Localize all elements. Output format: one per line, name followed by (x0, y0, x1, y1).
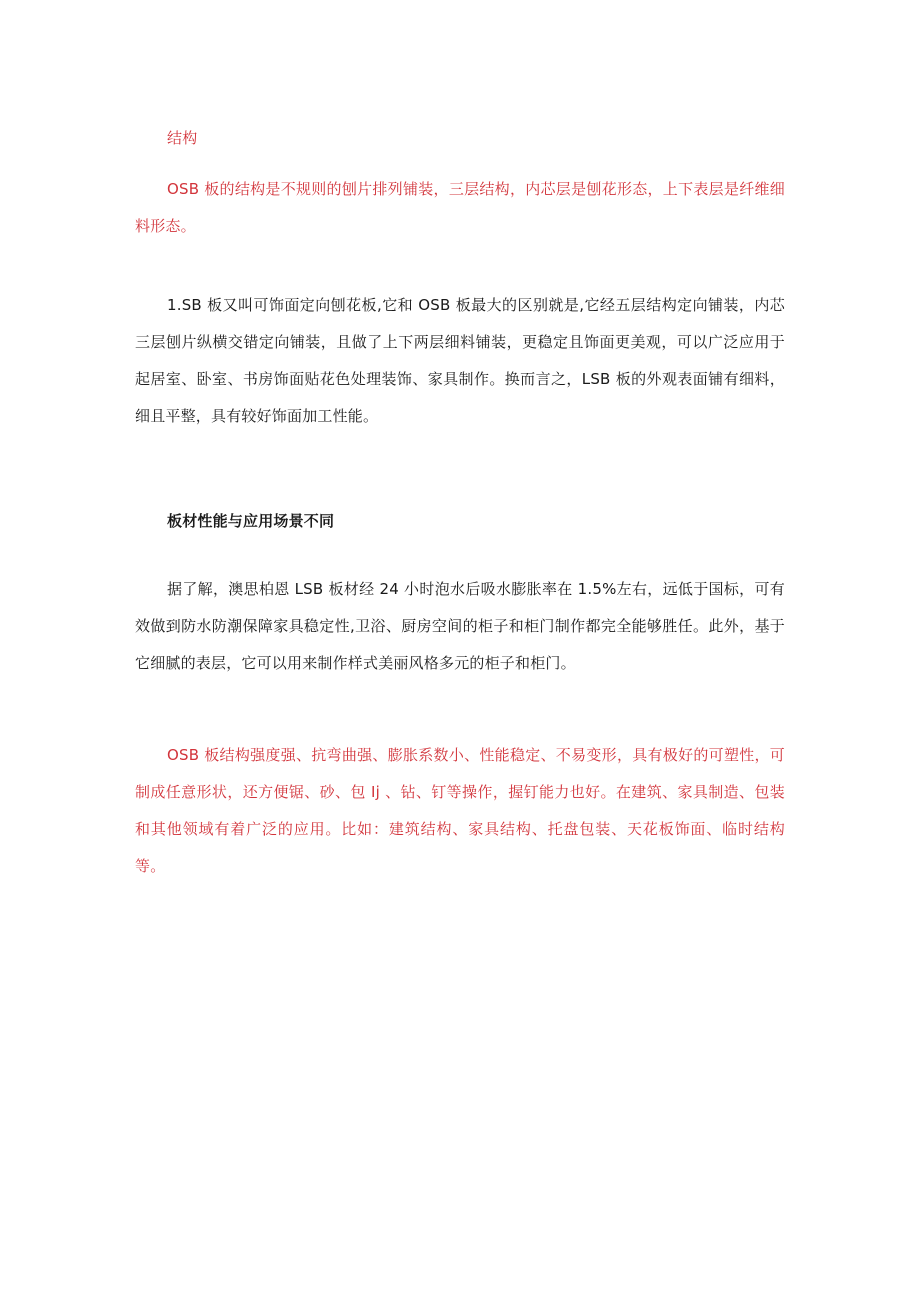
section-heading-performance: 板材性能与应用场景不同 (167, 512, 335, 530)
lsb-description-paragraph: 1.SB 板又叫可饰面定向刨花板,它和 OSB 板最大的区别就是,它经五层结构定向铺装，内芯三层刨片纵横交错定向铺装，且做了上下两层细料铺装，更稳定且饰面更美观，可以广泛应用于起居室、卧室、书房饰面贴花色处理装饰、家具制作。换而言之，LSB 板的外观表面铺有细料，细且平整，具有较好饰面加工性能。 (135, 296, 785, 425)
osb-application-paragraph: OSB 板结构强度强、抗弯曲强、膨胀系数小、性能稳定、不易变形，具有极好的可塑性，可制成任意形状，还方便锯、砂、包 Ij 、钻、钉等操作，握钉能力也好。在建筑、家具制造、包装和其他领域有着广泛的应用。比如：建筑结构、家具结构、托盘包装、天花板饰面、临时结构等。 (135, 746, 785, 875)
osb-structure-paragraph: OSB 板的结构是不规则的刨片排列铺装，三层结构，内芯层是刨花形态，上下表层是纤维细料形态。 (135, 180, 785, 235)
lsb-performance-paragraph: 据了解，澳思柏恩 LSB 板材经 24 小时泡水后吸水膨胀率在 1.5%左右，远低于国标，可有效做到防水防潮保障家具稳定性,卫浴、厨房空间的柜子和柜门制作都完全能够胜任。此外，基于它细腻的表层，它可以用来制作样式美丽风格多元的柜子和柜门。 (135, 580, 785, 672)
section-heading-structure: 结构 (167, 129, 198, 147)
